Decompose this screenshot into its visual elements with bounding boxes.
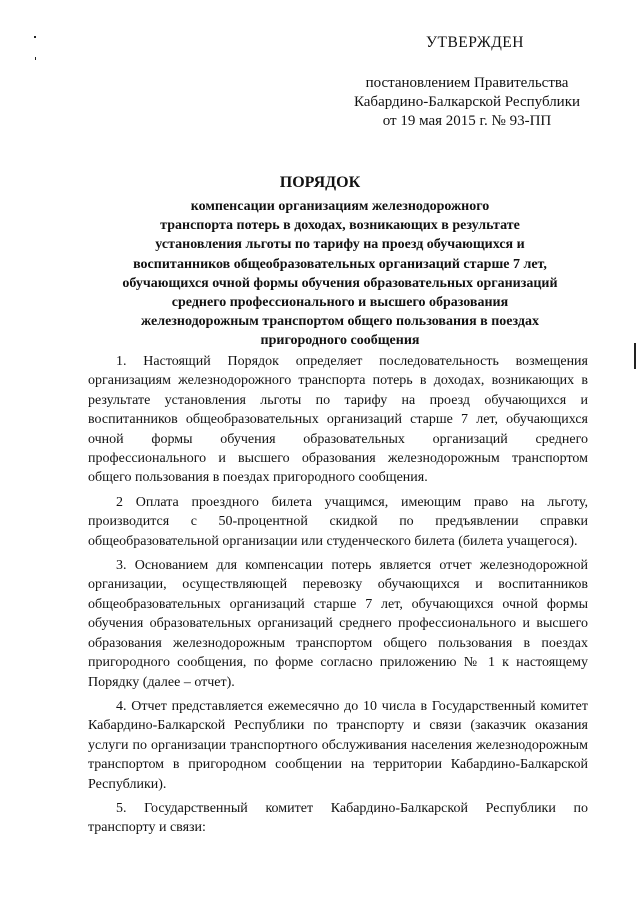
- document-subtitle: [95, 197, 585, 351]
- subtitle-line: установления льготы по тарифу на проезд обучающихся и: [155, 237, 525, 253]
- decree-line: от 19 мая 2015 г. № 93-ПП: [382, 113, 552, 129]
- subtitle-line: воспитанников общеобразовательных организаций старше 7 лет,: [133, 256, 547, 272]
- scan-mark: [35, 57, 36, 60]
- document-title: ПОРЯДОК: [279, 174, 361, 191]
- paragraph-2: 2 Оплата проездного билета учащимся, имеющим право на льготу, производится с 50-процентной скидкой по предъявлении справки общеобразовательной организации или студенческого билета (билета учащегося).: [88, 494, 588, 549]
- subtitle-line: транспорта потерь в доходах, возникающих в результате: [160, 218, 520, 234]
- subtitle-line: среднего профессионального и высшего образования: [171, 295, 509, 311]
- approval-heading: УТВЕРЖДЕН: [426, 34, 524, 51]
- subtitle-line: компенсации организациям железнодорожного: [190, 199, 490, 214]
- subtitle-line: железнодорожным транспортом общего пользования в поездах: [141, 314, 539, 330]
- decree-reference: [340, 74, 594, 131]
- decree-line: постановлением Правительства: [365, 75, 569, 91]
- scan-mark: [634, 343, 636, 369]
- scan-mark: [34, 36, 36, 38]
- decree-line: Кабардино-Балкарской Республики: [353, 94, 581, 110]
- paragraph-1: 1. Настоящий Порядок определяет последовательность возмещения организациям железнодорожного транспорта потерь в доходах, возникающих в результате установления льготы по тарифу на проезд обучающихся и воспитанников общеобразовательных организаций старше 7 лет, обучающихся очной формы обучения образовательных организаций среднего профессионального и высшего образования железнодорожным транспортом общего пользования в поездах пригородного сообщения.: [88, 354, 588, 486]
- paragraph-3: 3. Основанием для компенсации потерь является отчет железнодорожной организации, осуществляющей перевозку обучающихся и воспитанников общеобразовательных организаций старше 7 лет, обучающихся очной формы обучения образовательных организаций среднего профессионального и высшего образования железнодорожным транспортом общего пользования в поездах пригородного сообщения, по форме согласно приложению № 1 к настоящему Порядку (далее – отчет).: [88, 558, 588, 690]
- subtitle-line: обучающихся очной формы обучения образовательных организаций: [122, 275, 558, 291]
- paragraph-5: 5. Государственный комитет Кабардино-Балкарской Республики по транспорту и связи:: [88, 800, 588, 836]
- document-body: [88, 352, 588, 843]
- paragraph-4: 4. Отчет представляется ежемесячно до 10 числа в Государственный комитет Кабардино-Балкарской Республики по транспорту и связи (заказчик оказания услуги по организации транспортного обслуживания населения железнодорожным транспортом в пригородном сообщении на территории Кабардино-Балкарской Республики).: [88, 698, 588, 792]
- subtitle-line: пригородного сообщения: [260, 333, 420, 349]
